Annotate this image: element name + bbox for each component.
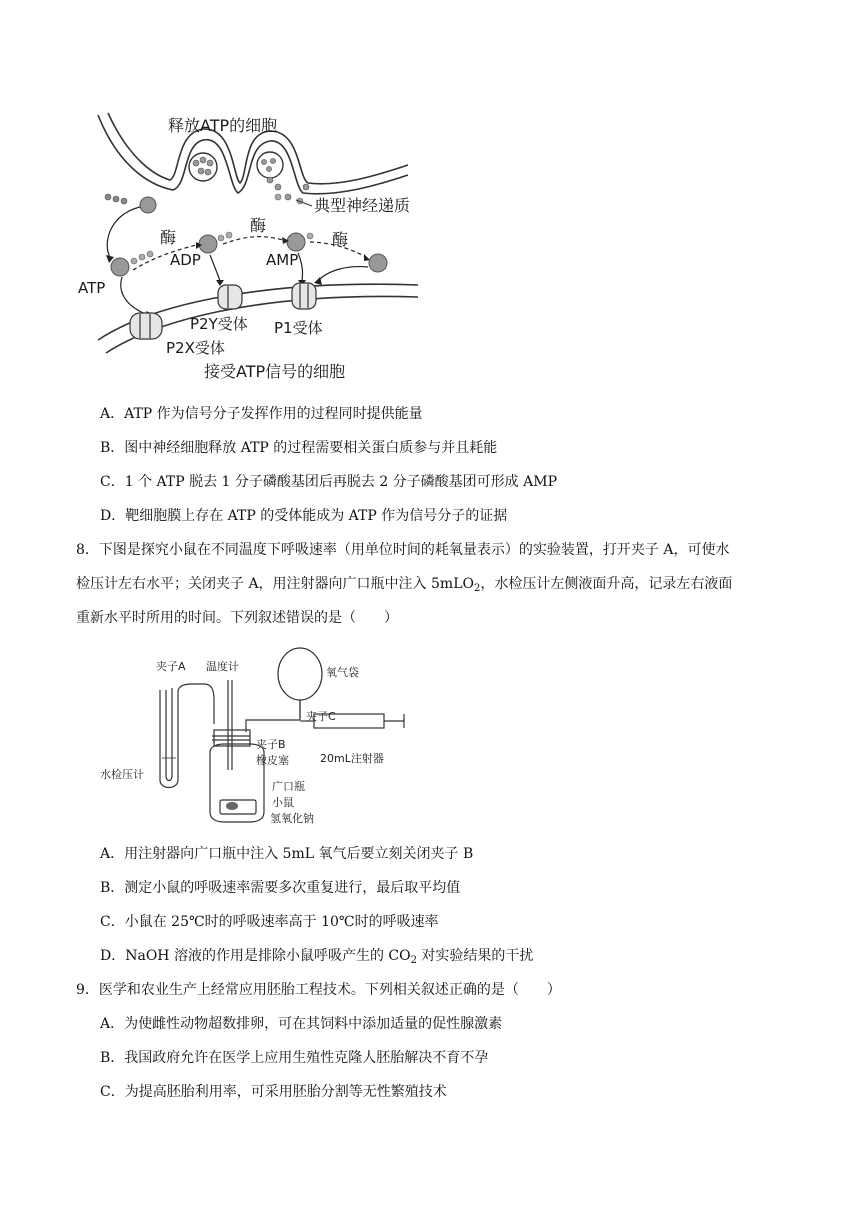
p1-receptor-shape xyxy=(292,283,316,309)
manometer-label: 水检压计 xyxy=(100,768,144,781)
q8-option-d: D．NaOH 溶液的作用是排除小鼠呼吸产生的 $CO_2$ 对实验结果的干扰 xyxy=(100,948,534,966)
naoh-label: 氢氧化钠 xyxy=(270,812,314,825)
enzyme-label-1: 酶 xyxy=(160,228,177,247)
q7-option-b: B．图中神经细胞释放 ATP 的过程需要相关蛋白质参与并且耗能 xyxy=(100,440,498,456)
p1-label: P1受体 xyxy=(274,319,323,337)
p2y-receptor-shape xyxy=(218,285,242,309)
q8-stem-line3: 重新水平时所用的时间。下列叙述错误的是（ ） xyxy=(76,610,398,626)
releasing-cell-label: 释放ATP的细胞 xyxy=(168,116,278,135)
clip-c-label: 夹子C xyxy=(306,710,336,723)
rubber-stopper-label: 橡皮塞 xyxy=(256,754,289,767)
respiration-apparatus-diagram xyxy=(100,640,430,830)
q8-stem-line2: 检压计左右水平；关闭夹子 A，用注射器向广口瓶中注入 5mLO$_2$，水检压计左侧液面升高，记录左右液面 xyxy=(76,576,733,594)
syringe-label: 20mL注射器 xyxy=(320,752,384,765)
enzyme-label-2: 酶 xyxy=(250,216,267,235)
q8-option-c: C．小鼠在 25℃时的呼吸速率高于 10℃时的呼吸速率 xyxy=(100,914,439,930)
p2x-receptor-shape xyxy=(130,313,162,339)
oxygen-bag-label: 氧气袋 xyxy=(326,666,359,679)
q9-stem: 9．医学和农业生产上经常应用胚胎工程技术。下列相关叙述正确的是（ ） xyxy=(76,982,561,998)
adp-label: ADP xyxy=(170,251,201,269)
q8-stem-line1: 8．下图是探究小鼠在不同温度下呼吸速率（用单位时间的耗氧量表示）的实验装置，打开夹子 A，可使水 xyxy=(76,542,730,558)
thermometer-label: 温度计 xyxy=(206,660,239,673)
q8-option-b: B．测定小鼠的呼吸速率需要多次重复进行，最后取平均值 xyxy=(100,880,461,896)
clip-b-label: 夹子B xyxy=(256,738,286,751)
q9-option-b: B．我国政府允许在医学上应用生殖性克隆人胚胎解决不育不孕 xyxy=(100,1050,489,1066)
q7-option-a: A．ATP 作为信号分子发挥作用的过程同时提供能量 xyxy=(100,406,423,422)
p2x-label: P2X受体 xyxy=(166,339,225,357)
q8-option-a: A．用注射器向广口瓶中注入 5mL 氧气后要立刻关闭夹子 B xyxy=(100,846,474,862)
p2y-label: P2Y受体 xyxy=(190,315,248,333)
q9-option-a: A．为使雌性动物超数排卵，可在其饲料中添加适量的促性腺激素 xyxy=(100,1016,503,1032)
atp-signal-diagram xyxy=(78,105,448,390)
receiving-cell-label: 接受ATP信号的细胞 xyxy=(204,362,346,381)
flask-label: 广口瓶 xyxy=(272,780,305,793)
enzyme-label-3: 酶 xyxy=(332,230,349,249)
neurotransmitter-label: 典型神经递质 xyxy=(314,196,411,215)
q7-option-d: D．靶细胞膜上存在 ATP 的受体能成为 ATP 作为信号分子的证据 xyxy=(100,508,508,524)
q7-option-c: C．1 个 ATP 脱去 1 分子磷酸基团后再脱去 2 分子磷酸基团可形成 AMP xyxy=(100,474,558,490)
clip-a-label: 夹子A xyxy=(156,660,186,673)
atp-label: ATP xyxy=(78,279,106,297)
amp-label: AMP xyxy=(266,251,299,269)
q9-option-c: C．为提高胚胎利用率，可采用胚胎分割等无性繁殖技术 xyxy=(100,1084,447,1100)
mouse-label: 小鼠 xyxy=(272,796,294,809)
